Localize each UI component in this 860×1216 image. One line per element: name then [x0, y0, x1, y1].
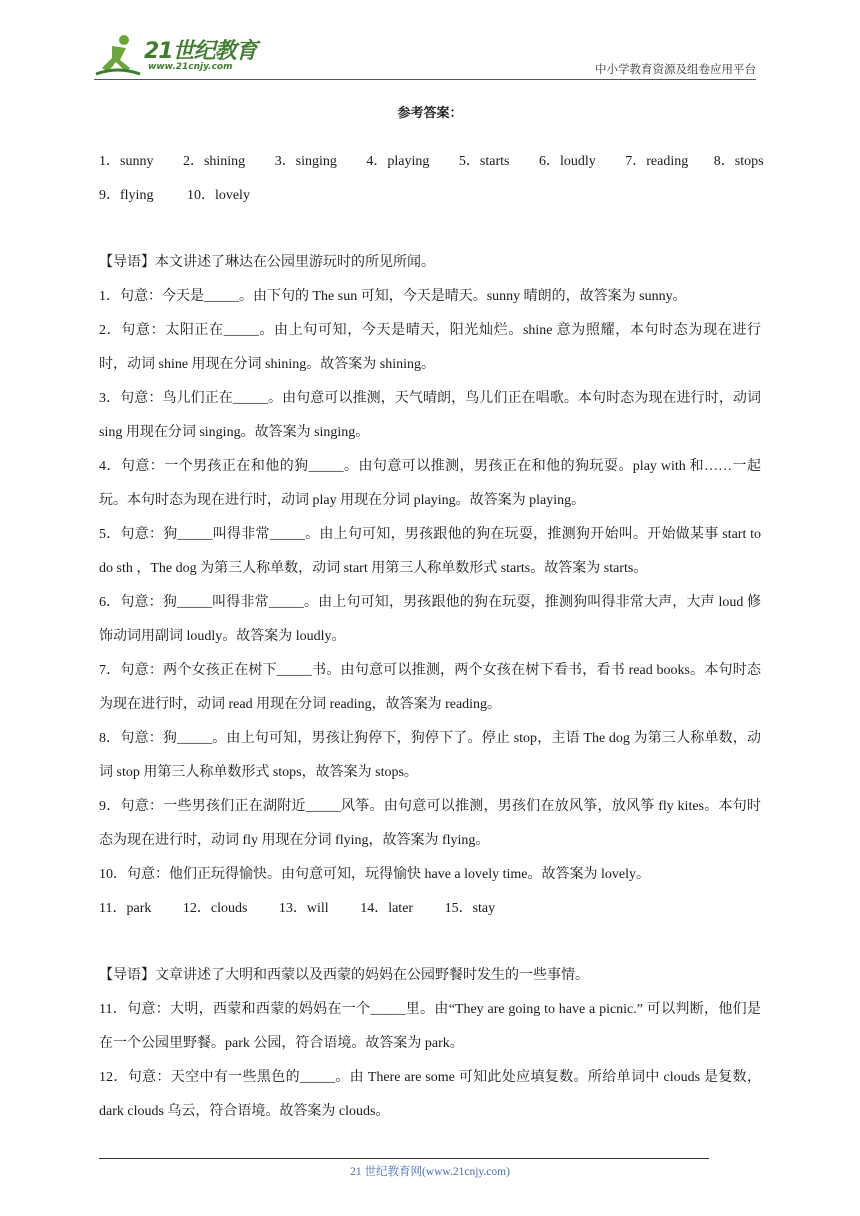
answer-item: 10．lovely	[186, 188, 250, 203]
answer-item: 8．stops	[713, 154, 764, 169]
explanation-item: 8．句意：狗_____。由上句可知，男孩让狗停下，狗停下了。停止 stop，主语 The dog 为第三人称单数，动词 stop 用第三人称单数形式 stops，故答案为 stops。	[99, 731, 761, 780]
explanation-item: 3．句意：鸟儿们正在_____。由句意可以推测，天气晴朗，鸟儿们正在唱歌。本句时态为现在进行时，动词 sing 用现在分词 singing。故答案为 singing。	[99, 391, 761, 440]
answer-row-1	[99, 145, 764, 179]
explanation-item: 12．句意：天空中有一些黑色的_____。由 There are some 可知此处应填复数。所给单词中 clouds 是复数，dark clouds 乌云，符合语境。故答案为 clouds。	[99, 1070, 761, 1119]
logo	[94, 32, 264, 78]
answer-row-2	[99, 179, 761, 213]
explanation-item: 11．句意：大明，西蒙和西蒙的妈妈在一个_____里。由“They are going to have a picnic.” 可以判断，他们是在一个公园里野餐。park 公园，符合语境。故答案为 park。	[99, 1002, 761, 1051]
answer-item: 9．flying	[99, 188, 154, 203]
logo-text: 21世纪教育	[144, 39, 257, 64]
section-intro: 【导语】本文讲述了琳达在公园里游玩时的所见所闻。	[99, 255, 435, 270]
answer-item: 14．later	[360, 901, 414, 916]
runner-logo-icon	[94, 32, 142, 78]
answer-item: 5．starts	[458, 154, 510, 169]
answer-row-3	[99, 892, 761, 926]
explanation-item: 10．句意：他们正玩得愉快。由句意可知，玩得愉快 have a lovely time。故答案为 lovely。	[99, 867, 651, 882]
explanation-item: 4．句意：一个男孩正在和他的狗_____。由句意可以推测，男孩正在和他的狗玩耍。play with 和……一起玩。本句时态为现在进行时，动词 play 用现在分词 playing。故答案为 playing。	[99, 459, 761, 508]
answer-item: 1．sunny	[99, 154, 154, 169]
logo-url: www.21cnjy.com	[148, 62, 233, 72]
answer-item: 6．loudly	[538, 154, 596, 169]
answer-item: 11．park	[99, 901, 152, 916]
answer-item: 12．clouds	[182, 901, 248, 916]
answer-item: 2．shining	[182, 154, 246, 169]
section-intro: 【导语】文章讲述了大明和西蒙以及西蒙的妈妈在公园野餐时发生的一些事情。	[99, 968, 589, 983]
page-footer: 21 世纪教育网(www.21cnjy.com)	[350, 1166, 510, 1178]
answer-item: 4．playing	[366, 154, 430, 169]
header-divider	[94, 79, 756, 80]
answer-item: 3．singing	[274, 154, 337, 169]
answer-item: 15．stay	[444, 901, 496, 916]
answer-item: 13．will	[278, 901, 329, 916]
explanation-item: 5．句意：狗_____叫得非常_____。由上句可知，男孩跟他的狗在玩耍，推测狗开始叫。开始做某事 start to do sth ，The dog 为第三人称单数，动词 start 用第三人称单数形式 starts。故答案为 starts。	[99, 527, 761, 576]
footer-divider	[99, 1158, 709, 1159]
page-title: 参考答案：	[397, 106, 463, 121]
answer-item: 7．reading	[625, 154, 689, 169]
answer-content	[99, 145, 764, 1129]
platform-name: 中小学教育资源及组卷应用平台	[595, 62, 756, 76]
explanation-item: 1．句意：今天是_____。由下句的 The sun 可知，今天是晴天。sunny 晴朗的，故答案为 sunny。	[99, 289, 687, 304]
explanation-item: 9．句意：一些男孩们正在湖附近_____风筝。由句意可以推测，男孩们在放风筝，放风筝 fly kites。本句时态为现在进行时，动词 fly 用现在分词 flying，故答案为 flying。	[99, 799, 761, 848]
explanation-item: 7．句意：两个女孩正在树下_____书。由句意可以推测，两个女孩在树下看书，看书 read books。本句时态为现在进行时，动词 read 用现在分词 reading，故答案为 reading。	[99, 663, 761, 712]
explanation-item: 2．句意：太阳正在_____。由上句可知，今天是晴天，阳光灿烂。shine 意为照耀，本句时态为现在进行时，动词 shine 用现在分词 shining。故答案为 shining。	[99, 323, 761, 372]
explanation-item: 6．句意：狗_____叫得非常_____。由上句可知，男孩跟他的狗在玩耍，推测狗叫得非常大声，大声 loud 修饰动词用副词 loudly。故答案为 loudly。	[99, 595, 761, 644]
page-header	[0, 0, 860, 86]
